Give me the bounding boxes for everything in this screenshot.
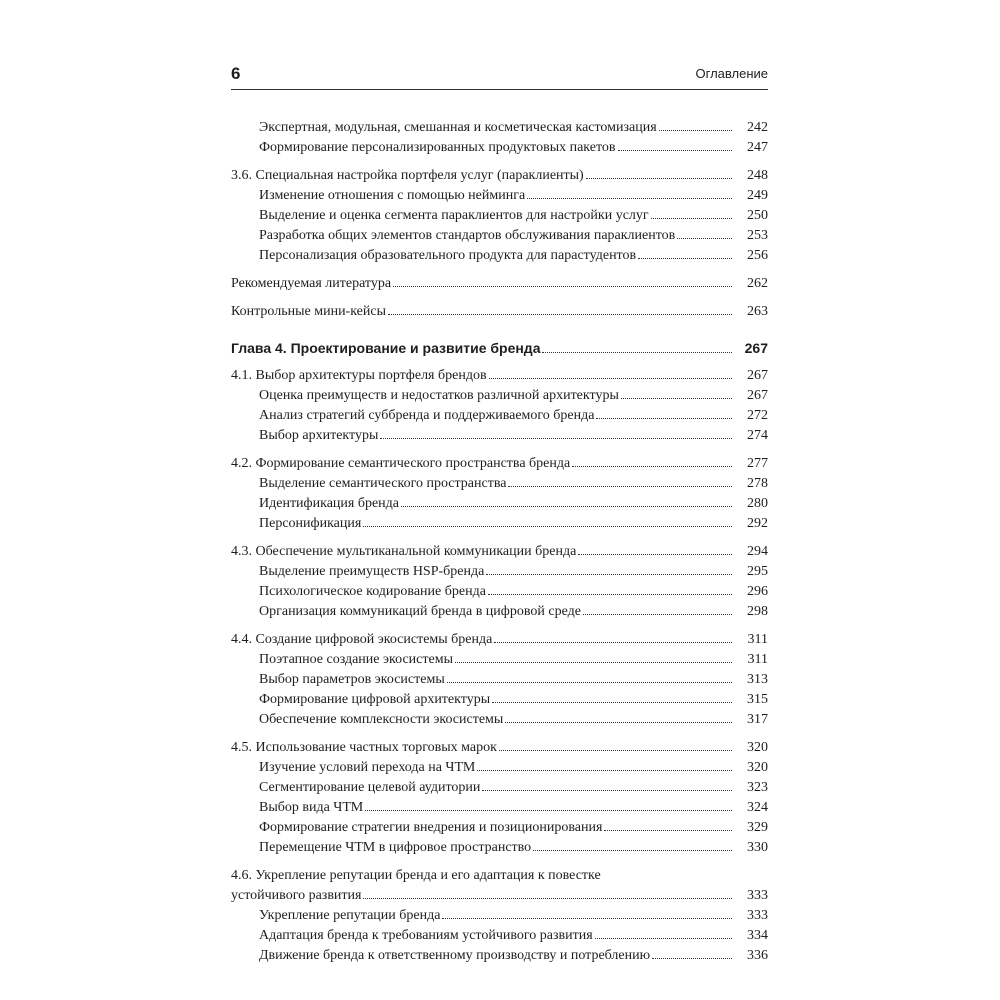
- toc-title: Выделение семантического пространства: [259, 476, 507, 491]
- toc-subsection: [231, 514, 768, 534]
- toc-title: Адаптация бренда к требованиям устойчивого развития: [259, 928, 593, 943]
- toc-subsection: [231, 186, 768, 206]
- toc-section: [231, 542, 768, 562]
- toc-subsection: [231, 386, 768, 406]
- toc-page-number: 248: [747, 168, 768, 183]
- toc-subsection: [231, 798, 768, 818]
- toc-title: Обеспечение комплексности экосистемы: [259, 712, 504, 727]
- toc-page-number: 280: [747, 496, 768, 511]
- dot-leader: [401, 506, 732, 507]
- page-number: 6: [231, 64, 241, 83]
- toc-page-number: 294: [747, 544, 768, 559]
- dot-leader: [488, 594, 732, 595]
- toc-page-number: 267: [747, 368, 768, 383]
- dot-leader: [492, 702, 732, 703]
- dot-leader: [477, 770, 732, 771]
- toc-subsection: [231, 474, 768, 494]
- toc-section: [231, 454, 768, 474]
- toc-title: Контрольные мини-кейсы: [231, 304, 386, 319]
- toc-title: 4.1. Выбор архитектуры портфеля брендов: [231, 368, 487, 383]
- dot-leader: [621, 398, 732, 399]
- toc-title: 4.5. Использование частных торговых марок: [231, 740, 497, 755]
- toc-section: [231, 274, 768, 294]
- toc-title: Формирование цифровой архитектуры: [259, 692, 491, 707]
- dot-leader: [363, 898, 732, 899]
- toc-subsection: [231, 670, 768, 690]
- toc-subsection: [231, 562, 768, 582]
- dot-leader: [489, 378, 732, 379]
- dot-leader: [659, 130, 732, 131]
- dot-leader: [651, 218, 732, 219]
- toc-page-number: 330: [747, 840, 768, 855]
- toc-title: Персонификация: [259, 516, 362, 531]
- toc-page-number: 298: [747, 604, 768, 619]
- toc-subsection: [231, 426, 768, 446]
- toc-subsection: [231, 690, 768, 710]
- toc-title: Персонализация образовательного продукта для парастудентов: [259, 248, 637, 263]
- toc-page-number: 247: [747, 140, 768, 155]
- toc-page-number: 329: [747, 820, 768, 835]
- toc-page-number: 277: [747, 456, 768, 471]
- toc-subsection: [231, 650, 768, 670]
- toc-subsection: [231, 494, 768, 514]
- toc-subsection: [231, 582, 768, 602]
- dot-leader: [380, 438, 732, 439]
- dot-leader: [604, 830, 732, 831]
- toc-page-number: 242: [747, 120, 768, 135]
- dot-leader: [618, 150, 732, 151]
- dot-leader: [583, 614, 732, 615]
- dot-leader: [578, 554, 732, 555]
- toc-page-number: 250: [747, 208, 768, 223]
- toc-page-number: 262: [747, 276, 768, 291]
- toc-page-number: 249: [747, 188, 768, 203]
- toc-title: Перемещение ЧТМ в цифровое пространство: [259, 840, 532, 855]
- toc-subsection: [231, 602, 768, 622]
- toc-title: Анализ стратегий суббренда и поддерживаемого бренда: [259, 408, 595, 423]
- dot-leader: [527, 198, 732, 199]
- toc-subsection: [231, 226, 768, 246]
- dot-leader: [393, 286, 732, 287]
- toc-section: [231, 738, 768, 758]
- dot-leader: [365, 810, 732, 811]
- toc-title: Движение бренда к ответственному производству и потреблению: [259, 948, 651, 963]
- toc-page-number: 295: [747, 564, 768, 579]
- toc-title: Поэтапное создание экосистемы: [259, 652, 453, 667]
- toc-page-number: 253: [747, 228, 768, 243]
- toc-subsection: [231, 758, 768, 778]
- toc-title: Рекомендуемая литература: [231, 276, 392, 291]
- toc-subsection: [231, 926, 768, 946]
- toc-page-number: 313: [747, 672, 768, 687]
- toc-title: Психологическое кодирование бренда: [259, 584, 486, 599]
- dot-leader: [363, 526, 732, 527]
- toc-title: Выделение преимуществ HSP-бренда: [259, 564, 485, 579]
- toc-title: Организация коммуникаций бренда в цифровой среде: [259, 604, 581, 619]
- toc-page-number: 336: [747, 948, 768, 963]
- toc-page-number: 315: [747, 692, 768, 707]
- toc-page-number: 256: [747, 248, 768, 263]
- toc-title: Выбор параметров экосистемы: [259, 672, 445, 687]
- toc-page-number: 334: [747, 928, 768, 943]
- running-head: Оглавление: [695, 66, 768, 81]
- toc-subsection: [231, 946, 768, 966]
- toc-title: Формирование стратегии внедрения и позиционирования: [259, 820, 603, 835]
- toc-title: устойчивого развития: [231, 888, 362, 903]
- toc-page-number: 317: [747, 712, 768, 727]
- toc-title: Изменение отношения с помощью нейминга: [259, 188, 526, 203]
- toc-subsection: [231, 838, 768, 858]
- toc-title-line1: 4.6. Укрепление репутации бренда и его адаптация к повестке: [231, 868, 601, 883]
- toc-subsection: [231, 778, 768, 798]
- toc-page-number: 296: [747, 584, 768, 599]
- toc-page-number: 323: [747, 780, 768, 795]
- toc-title: Выделение и оценка сегмента параклиентов для настройки услуг: [259, 208, 649, 223]
- dot-leader: [455, 662, 732, 663]
- dot-leader: [533, 850, 732, 851]
- toc-page-number: 272: [747, 408, 768, 423]
- toc-subsection: [231, 710, 768, 730]
- toc-title: Укрепление репутации бренда: [259, 908, 441, 923]
- toc-title: 4.2. Формирование семантического пространства бренда: [231, 456, 571, 471]
- page-header: [231, 64, 768, 86]
- toc-title: 4.3. Обеспечение мультиканальной коммуникации бренда: [231, 544, 577, 559]
- toc-subsection: [231, 206, 768, 226]
- dot-leader: [586, 178, 732, 179]
- dot-leader: [388, 314, 732, 315]
- toc-title: Формирование персонализированных продуктовых пакетов: [259, 140, 616, 155]
- toc-subsection: [231, 818, 768, 838]
- dot-leader: [442, 918, 732, 919]
- toc-page-number: 333: [747, 908, 768, 923]
- dot-leader: [677, 238, 732, 239]
- dot-leader: [596, 418, 732, 419]
- dot-leader: [652, 958, 732, 959]
- dot-leader: [508, 486, 732, 487]
- toc-section: [231, 166, 768, 186]
- toc-page-number: 324: [747, 800, 768, 815]
- toc-title: Сегментирование целевой аудитории: [259, 780, 481, 795]
- toc-page-number: 274: [747, 428, 768, 443]
- dot-leader: [505, 722, 732, 723]
- toc-title: Глава 4. Проектирование и развитие бренда: [231, 340, 541, 356]
- toc-title: Идентификация бренда: [259, 496, 400, 511]
- toc-chapter: [231, 338, 768, 358]
- toc-title: Разработка общих элементов стандартов обслуживания параклиентов: [259, 228, 676, 243]
- toc-page-number: 278: [747, 476, 768, 491]
- dot-leader: [486, 574, 732, 575]
- toc-page-number: 320: [747, 760, 768, 775]
- dot-leader: [595, 938, 732, 939]
- toc-title: Выбор архитектуры: [259, 428, 379, 443]
- toc-title: Экспертная, модульная, смешанная и косметическая кастомизация: [259, 120, 657, 135]
- dot-leader: [447, 682, 732, 683]
- toc-title: 3.6. Специальная настройка портфеля услуг (параклиенты): [231, 168, 584, 183]
- toc-subsection: [231, 118, 768, 138]
- dot-leader: [638, 258, 732, 259]
- dot-leader: [572, 466, 732, 467]
- toc-page-number: 263: [747, 304, 768, 319]
- toc-subsection: [231, 246, 768, 266]
- dot-leader: [499, 750, 732, 751]
- toc-page-number: 311: [747, 652, 768, 667]
- toc-section: [231, 630, 768, 650]
- toc-section: [231, 302, 768, 322]
- toc-page-number: 267: [747, 388, 768, 403]
- toc-page-number: 311: [747, 632, 768, 647]
- toc-subsection: [231, 406, 768, 426]
- dot-leader: [482, 790, 732, 791]
- toc-title: 4.4. Создание цифровой экосистемы бренда: [231, 632, 493, 647]
- toc-section: [231, 366, 768, 386]
- toc-subsection: [231, 906, 768, 926]
- dot-leader: [542, 352, 732, 353]
- toc-subsection: [231, 138, 768, 158]
- toc-title: Выбор вида ЧТМ: [259, 800, 364, 815]
- toc-page-number: 267: [744, 340, 768, 356]
- toc-page-number: 320: [747, 740, 768, 755]
- toc-title: Изучение условий перехода на ЧТМ: [259, 760, 476, 775]
- dot-leader: [494, 642, 732, 643]
- table-of-contents: [231, 118, 768, 966]
- toc-title: Оценка преимуществ и недостатков различной архитектуры: [259, 388, 619, 403]
- toc-section: [231, 866, 768, 906]
- toc-page-number: 333: [747, 888, 768, 903]
- header-rule: [231, 89, 768, 90]
- toc-page-number: 292: [747, 516, 768, 531]
